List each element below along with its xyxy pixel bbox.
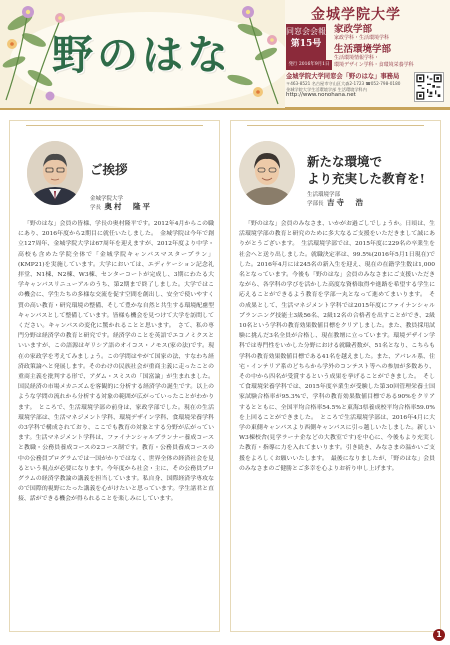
article-body: 「野のはな」会員の皆様、学長の奥村隆平です。2012年4月からこの職にあり、2016年度から2期目に就任いたしました。 金城学院は今年で創立127周年、金城学院大学は67周年を迎えますが、2012年度より中学・高校も含めた学院全体で「金城学院キャンパスマスタープラン」(KMP21)を実施しています。大学においては、エディケーション記念礼拝堂、N1棟、N2棟、W3棟、センターコートが完成し、3期にわたる大学キャンパスリニューアルのうち、第2期まで終了しました。大学ではこの機会に、学生たちの多様な交流を促す空間を創出し、安全で使いやすく質の高い教育・研究環境の整備、そして豊かな自然と共生する環境配慮型キャンパスとして整備しています。皆様も機会を見つけて大学を訪問してください。キャンパスの変化に驚かれることと思います。 さて、私の専門分野は経済学の教育と研究です。経済学のことを英語でエコノミクスといいますが、この語源はギリシア語のオイコス・ノモス(家の法)です。現在の家政学を考えてみましょう。この学問はやがて国家の法、すなわち経済政策論へと発展します。そのわけの民族社会が重商主義に走ったことの重商主義を批判する形で、アダム・スミスの「国富論」が生まれました。国民経済の市場メカニズムを客観的に分析する経済学の誕生です。以上のような学問の流れから分析する対象の範囲が広がっていったことがわかります。 ところで、生活環境学部の前身は、家政学部でした。現在の生活環境学部は、生活マネジメント学科、環境デザイン学科、食環境栄養学科の3学科で構成されており、ここでも教育の対象とする分野が広がっています。生活マネジメント学科は、ファイナンシャルプランナー養成コース と教職・公務員養成コースの2コース制です。教育・公務員養成コースの中の公務員プログラムでは一国がかりではなく、世界全体の経済社会を見るという視点が必要になります。今年度から社会・主に、その公務員プログラムの経済学教論の講義を担当しています。私自身、国際経済学専攻なので国際的視野にたった講義を心がけたいと思っています。学生諸君と直接、話ができる機会が得られることを楽しみにしています。 <box>18 221 214 503</box>
author-byline <box>90 195 152 212</box>
article-title <box>307 153 425 187</box>
author-role: 学部長 <box>307 201 324 207</box>
department-subjects: 生活環境情報学科・ <box>334 55 380 61</box>
issue-badge <box>286 24 326 64</box>
article-body: 「野のはな」会員のみなさま、いかがお過ごしでしょうか。日頃は、生活環境学部の教育と研究のために多大なるご支援をいただきまして誠にありがとうございます。 生活環境学部では、2015年度に229名の卒業生を社会へと送り出しました。就職決定率は、99.5%(2016年5月1日現在)でした。2016年4月には245名の新入生を迎え、現在の在籍学生数は1,000名となっています。今後も「野のはな」会員のみなさまにご支援いただきながら、各学科の学びを活かした高度な資格取得や進路を希望する学生に応えることができるよう教育を学部一丸となって進めてまいります。 その成果として、生活マネジメント学科では2015年度にファイナンシャルプランニング技能士3級56名、2級12名の合格者を出すことができ、2級10名という学科の教育効果数値目標をクリアしました。また、教員採用試験に挑んだ3名全員が合格し、現在教壇に立っています。環境デザイン学科では専門性をいかした分野における就職者数が、51名となり、こちらも学科の教育効果数値目標である41名を越えました。また、アパレル系、住宅・インテリア系のどちらから学外のコンテスト等への参加が多数あり、その中から四名が受賞するという成果を挙げることができました。 そして食環境栄養学科では、2015年度卒業生が受験した第30回管理栄養士国家試験合格率が95.3%で、学科の教育効果数値目標である90%をクリアするとともに、全国平均合格率54.5%と東海3県養成校平均合格率59.0%を上回ることができました。 ところで生活環境学部は、2016年4月に大学の東側キャンパスより西側キャンパスに引っ越しいたしました。新しいW3棟校舎(見学ラーナ企などの大教室です)を中心に、今後もより充実した教育・指導に力を入れてまいります。引き続き、みなさまの温かいご支援をよろしくお願いいたします。 最後になりましたが、「野のはな」会員のみなさまのご健勝とご多幸を心よりお祈り申し上げます。 <box>239 221 435 472</box>
department-living-environment <box>334 44 436 68</box>
office-address: 〒463-8521 名古屋市守山区大森2-1723 ☎052-798-0180 <box>286 81 401 86</box>
author-byline <box>307 191 365 208</box>
author-org: 金城学院大学 <box>90 196 124 202</box>
author-name: 吉寺 浩 <box>327 198 366 207</box>
issue-date: 発行 2016年9月1日 <box>286 60 332 70</box>
department-home-economics <box>334 24 436 42</box>
greeting-article <box>9 120 220 632</box>
department-subjects: 家政学科・生活環境学科 <box>334 35 390 41</box>
department-name: 家政学部 <box>334 24 373 35</box>
website-link[interactable]: http://www.nonohana.net <box>286 92 356 98</box>
newsletter-logo: 野のはな <box>52 31 232 79</box>
page-number: 1 <box>433 629 445 641</box>
article-title-line-2: より充実した教育を! <box>307 171 425 186</box>
office-address-2: 金城学院大学生活環境学部 生活環境学科内 <box>286 86 367 92</box>
author-name: 奥村 隆平 <box>104 202 153 211</box>
decorative-rule <box>247 125 424 126</box>
author-role: 学長 <box>90 205 102 211</box>
qr-code-icon[interactable] <box>414 72 444 102</box>
article-title: ご挨拶 <box>90 162 128 177</box>
decorative-rule <box>26 125 203 126</box>
president-portrait <box>27 141 83 205</box>
university-name: 金城学院大学 <box>311 7 401 23</box>
author-org: 生活環境学部 <box>307 192 341 198</box>
department-subjects: 環境デザイン学科・食環境栄養学科 <box>334 61 414 68</box>
article-title-line-1: 新たな環境で <box>307 154 383 169</box>
issue-label: 同窓会会報 <box>286 27 326 36</box>
masthead <box>0 0 450 110</box>
contact-info <box>286 73 411 99</box>
issue-number: 第15号 <box>290 39 322 49</box>
dean-portrait <box>239 141 295 205</box>
office-name: 金城学院大学同窓会「野のはな」事務局 <box>286 73 400 80</box>
dean-article <box>230 120 441 632</box>
department-name: 生活環境学部 <box>334 44 392 55</box>
